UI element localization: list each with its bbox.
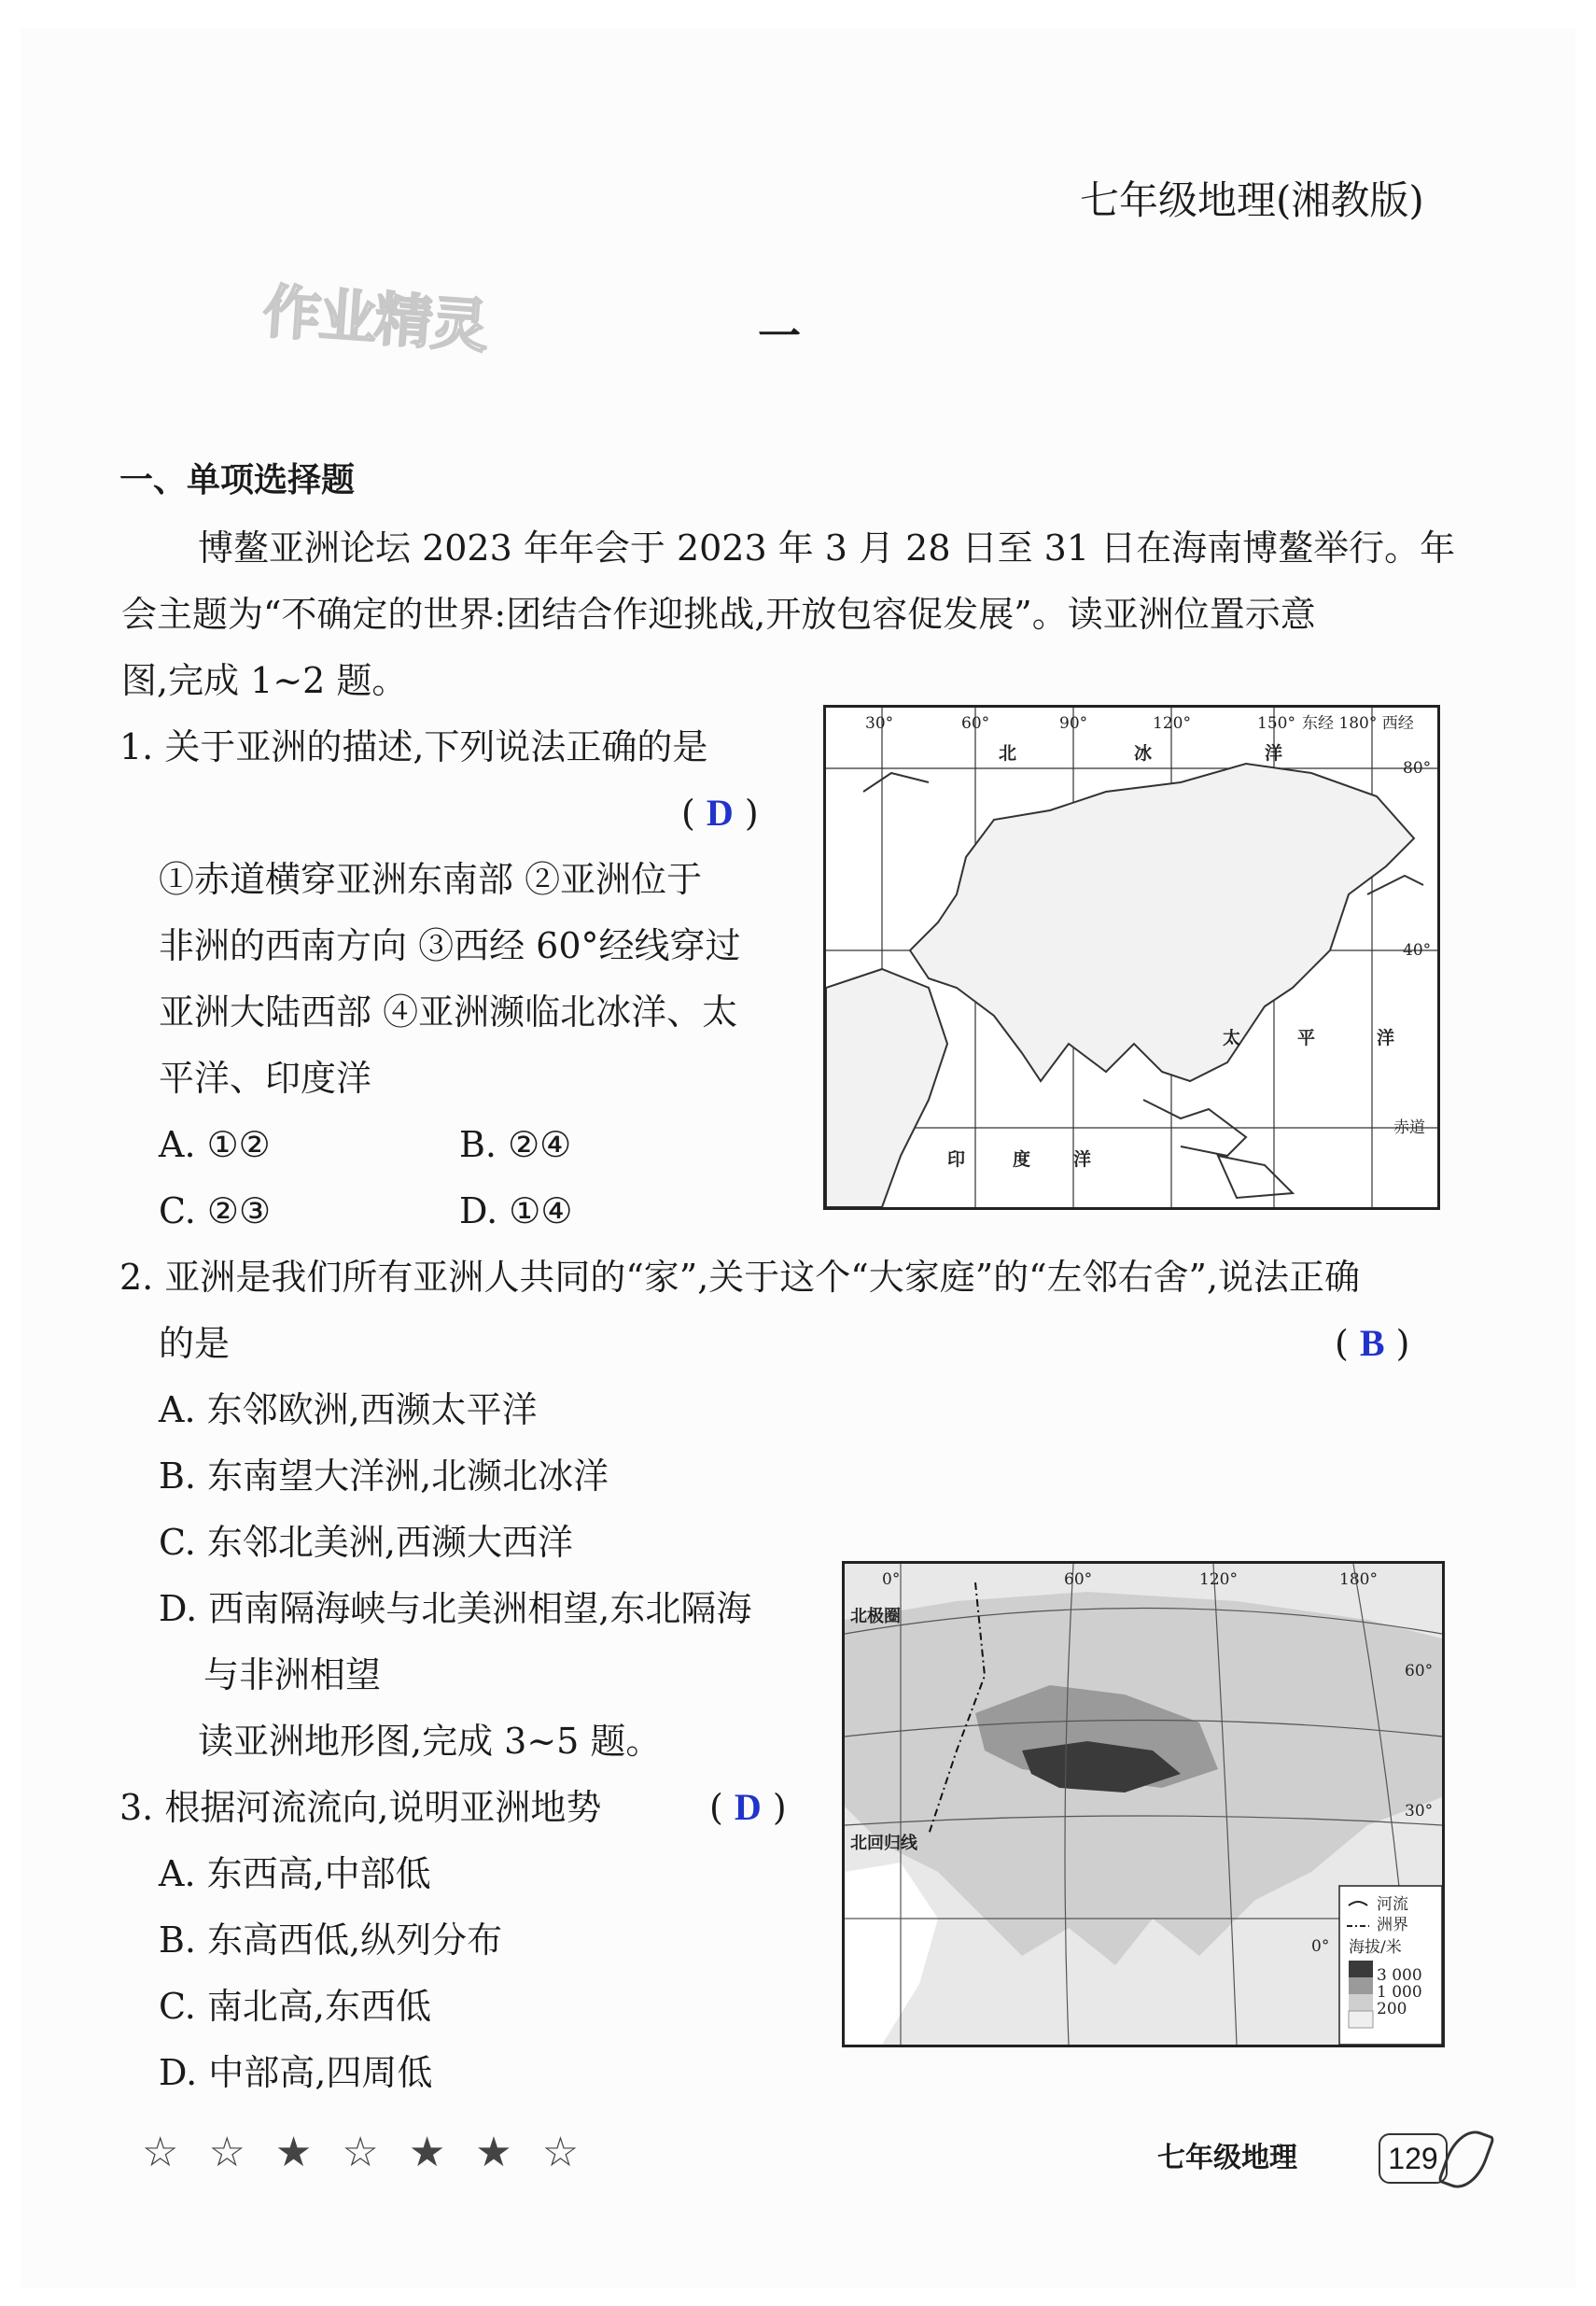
- map2-tropic-label: 北回归线: [850, 1834, 917, 1853]
- q1-answer-bracket: ( D ): [681, 792, 759, 834]
- q3-choice-b[interactable]: B. 东高西低,纵列分布: [159, 1919, 503, 1961]
- map1-lon-60: 60°: [961, 714, 990, 733]
- q2-answer: B: [1359, 1322, 1385, 1364]
- map1-ocean-label: 北: [999, 743, 1017, 764]
- q1-choice-d[interactable]: D. ①④: [459, 1190, 573, 1231]
- q1-choice-b[interactable]: B. ②④: [459, 1124, 572, 1165]
- map1-ocean-label: 度: [1013, 1149, 1031, 1170]
- q3-choice-d[interactable]: D. 中部高,四周低: [159, 2052, 433, 2093]
- map1-ocean-label: 平: [1297, 1028, 1316, 1048]
- map2-lon-180: 180°: [1339, 1570, 1378, 1589]
- q2-choice-a[interactable]: A. 东邻欧洲,西濒太平洋: [159, 1389, 538, 1430]
- map1-ocean-label: 冰: [1134, 743, 1153, 764]
- map1-ocean-label: 洋: [1073, 1149, 1092, 1170]
- map1-lat-equator: 赤道: [1393, 1118, 1425, 1137]
- page: [21, 28, 1575, 2287]
- star-icon: ★: [274, 2129, 313, 2176]
- section-heading: 一、单项选择题: [119, 461, 356, 499]
- map2-arctic-circle-label: 北极圈: [850, 1607, 901, 1626]
- star-icon: ☆: [208, 2129, 245, 2176]
- map2-legend: [1339, 1886, 1442, 2045]
- star-icon: ☆: [342, 2129, 379, 2176]
- map1-lat-80: 80°: [1403, 759, 1432, 778]
- map1-ocean-label: 印: [947, 1149, 966, 1170]
- q3-choice-c[interactable]: C. 南北高,东西低: [159, 1986, 431, 2027]
- q2-choice-c[interactable]: C. 东邻北美洲,西濒大西洋: [159, 1522, 573, 1563]
- legend-river: 河流: [1377, 1895, 1408, 1914]
- star-icon: ☆: [541, 2129, 580, 2176]
- q1-choice-a[interactable]: A. ①②: [159, 1124, 271, 1165]
- map1-lon-labels: [865, 714, 1414, 733]
- q1-option-line-1: ①赤道横穿亚洲东南部 ②亚洲位于: [159, 859, 703, 900]
- legend-level: 200: [1377, 2000, 1407, 2018]
- q2-choice-d[interactable]: D. 西南隔海峡与北美洲相望,东北隔海: [159, 1588, 752, 1629]
- q2-stem-line-2: 的是: [159, 1323, 231, 1364]
- intro-line-3: 图,完成 1~2 题。: [121, 660, 408, 701]
- star-icon: ☆: [142, 2129, 179, 2176]
- map2-lat-60: 60°: [1405, 1662, 1434, 1680]
- map1-lon-90: 90°: [1059, 714, 1088, 733]
- intro-2: 读亚洲地形图,完成 3~5 题。: [198, 1721, 662, 1762]
- q1-choice-c[interactable]: C. ②③: [159, 1190, 272, 1231]
- q3-stem: 3. 根据河流流向,说明亚洲地势: [119, 1787, 602, 1828]
- chapter-mark: 一: [758, 311, 801, 361]
- q1-option-line-4: 平洋、印度洋: [159, 1058, 372, 1099]
- star-icon: ★: [475, 2129, 512, 2176]
- page-number: 129: [1379, 2133, 1448, 2184]
- map2-lon-60: 60°: [1064, 1570, 1093, 1589]
- map1-lon-180: 东经 180° 西经: [1302, 714, 1414, 733]
- intro-line-2: 会主题为“不确定的世界:团结合作迎挑战,开放包容促发展”。读亚洲位置示意: [121, 594, 1316, 635]
- map1-lat-40: 40°: [1403, 941, 1432, 960]
- footer-subject: 七年级地理: [1157, 2142, 1297, 2174]
- q2-answer-bracket: ( B ): [1335, 1322, 1410, 1364]
- map1-ocean-label: 太: [1223, 1028, 1241, 1048]
- map1-lon-150: 150°: [1257, 714, 1295, 733]
- q2-choice-d-cont: 与非洲相望: [203, 1654, 382, 1695]
- map1-lon-120: 120°: [1153, 714, 1191, 733]
- q1-option-line-2: 非洲的西南方向 ③西经 60°经线穿过: [159, 925, 741, 966]
- leaf-decoration-icon: [1437, 2124, 1495, 2195]
- legend-title: 海拔/米: [1349, 1938, 1402, 1957]
- q3-answer-bracket: ( D ): [709, 1786, 787, 1828]
- difficulty-stars: [142, 2129, 609, 2176]
- legend-level: 1 000: [1377, 1983, 1422, 2002]
- q1-answer: D: [706, 792, 734, 834]
- q2-choice-b[interactable]: B. 东南望大洋洲,北濒北冰洋: [159, 1455, 609, 1497]
- book-title: 七年级地理(湘教版): [1080, 177, 1424, 223]
- asia-topography-map: [842, 1561, 1445, 2047]
- q3-answer: D: [734, 1786, 762, 1828]
- q1-option-line-3: 亚洲大陆西部 ④亚洲濒临北冰洋、太: [159, 991, 738, 1033]
- map2-lat-30: 30°: [1405, 1802, 1434, 1821]
- map2-lon-120: 120°: [1199, 1570, 1238, 1589]
- legend-level: 3 000: [1377, 1966, 1422, 1985]
- map1-lon-30: 30°: [865, 714, 894, 733]
- q3-choice-a[interactable]: A. 东西高,中部低: [159, 1853, 431, 1894]
- map2-lat-0: 0°: [1311, 1937, 1330, 1956]
- map2-lon-0: 0°: [882, 1570, 901, 1589]
- q1-stem: 1. 关于亚洲的描述,下列说法正确的是: [119, 726, 708, 767]
- legend-boundary: 洲界: [1377, 1916, 1408, 1934]
- star-icon: ★: [408, 2129, 446, 2176]
- intro-line-1: 博鳌亚洲论坛 2023 年年会于 2023 年 3 月 28 日至 31 日在海南博鳌举行。年: [198, 527, 1456, 569]
- map1-ocean-label: 洋: [1377, 1028, 1395, 1048]
- q2-stem-line-1: 2. 亚洲是我们所有亚洲人共同的“家”,关于这个“大家庭”的“左邻右舍”,说法正确: [119, 1257, 1361, 1298]
- watermark: 作业精灵: [260, 276, 489, 361]
- map1-ocean-label: 洋: [1265, 743, 1283, 764]
- asia-location-map: [823, 705, 1440, 1210]
